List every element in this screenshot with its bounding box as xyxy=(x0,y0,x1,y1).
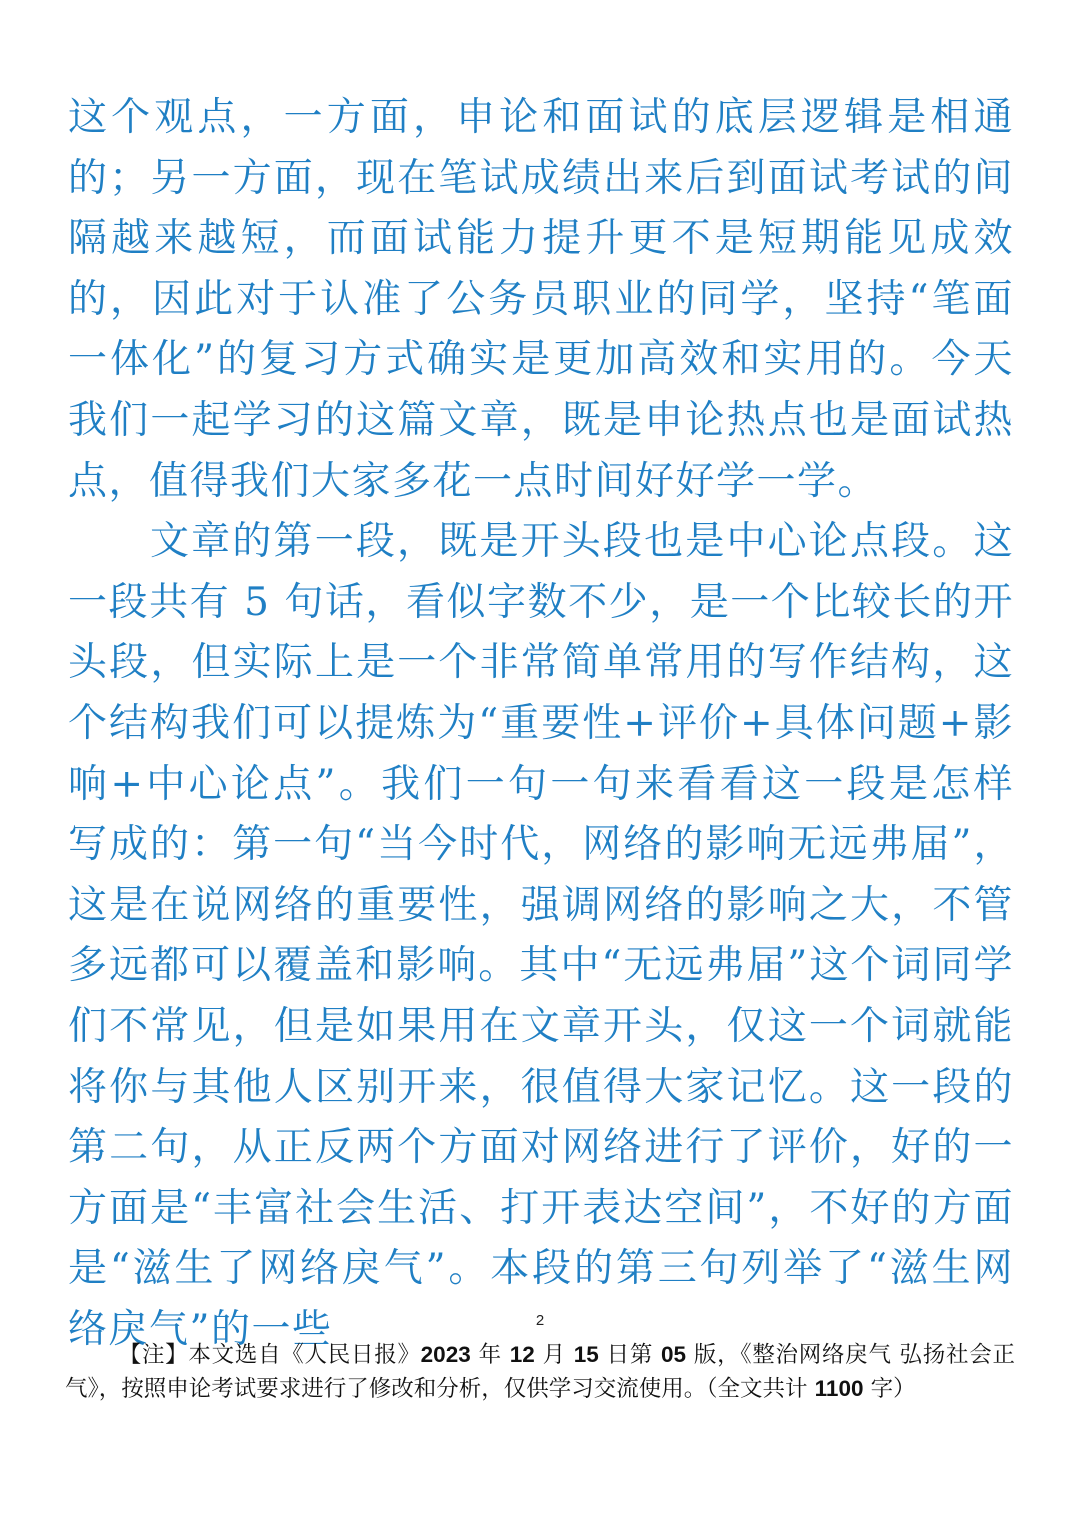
note-text-5: 版，《整治网络戾气 弘扬社会正气》，按照申论考试要求进行了修改和分析，仅供学习交流使用。（全文共计 xyxy=(65,1342,1015,1402)
note-day: 15 xyxy=(573,1342,599,1367)
note-text-6: 字） xyxy=(863,1376,916,1402)
note-text-4: 日第 xyxy=(598,1342,661,1368)
note-text-2: 年 xyxy=(470,1342,510,1368)
source-note xyxy=(65,1338,1015,1406)
note-month: 12 xyxy=(509,1342,535,1367)
article-analysis-text xyxy=(68,88,1014,1360)
note-word-count: 1100 xyxy=(814,1376,864,1401)
analysis-paragraph-1: 这个观点，一方面，申论和面试的底层逻辑是相通的；另一方面，现在笔试成绩出来后到面试考试的间隔越来越短，而面试能力提升更不是短期能见成效的，因此对于认准了公务员职业的同学，坚持“笔面一体化”的复习方式确实是更加高效和实用的。今天我们一起学习的这篇文章，既是申论热点也是面试热点，值得我们大家多花一点时间好好学一学。 xyxy=(68,95,1014,504)
note-text-1: 【注】本文选自《人民日报》 xyxy=(118,1342,421,1368)
note-year: 2023 xyxy=(420,1342,471,1367)
note-edition: 05 xyxy=(660,1342,687,1367)
analysis-paragraph-2: 文章的第一段，既是开头段也是中心论点段。这一段共有 5 句话，看似字数不少，是一个比较长的开头段，但实际上是一个非常简单常用的写作结构，这个结构我们可以提炼为“重要性+评价+具体问题+影响+中心论点”。我们一句一句来看看这一段是怎样写成的：第一句“当今时代，网络的影响无远弗届”，这是在说网络的重要性，强调网络的影响之大，不管多远都可以覆盖和影响。其中“无远弗届”这个词同学们不常见，但是如果用在文章开头，仅这一个词就能将你与其他人区别开来，很值得大家记忆。这一段的第二句，从正反两个方面对网络进行了评价，好的一方面是“丰富社会生活、打开表达空间”，不好的方面是“滋生了网络戾气”。本段的第三句列举了“滋生网络戾气”的一些 xyxy=(68,519,1014,1352)
page-number: 2 xyxy=(535,1312,545,1329)
note-text-3: 月 xyxy=(534,1342,574,1368)
